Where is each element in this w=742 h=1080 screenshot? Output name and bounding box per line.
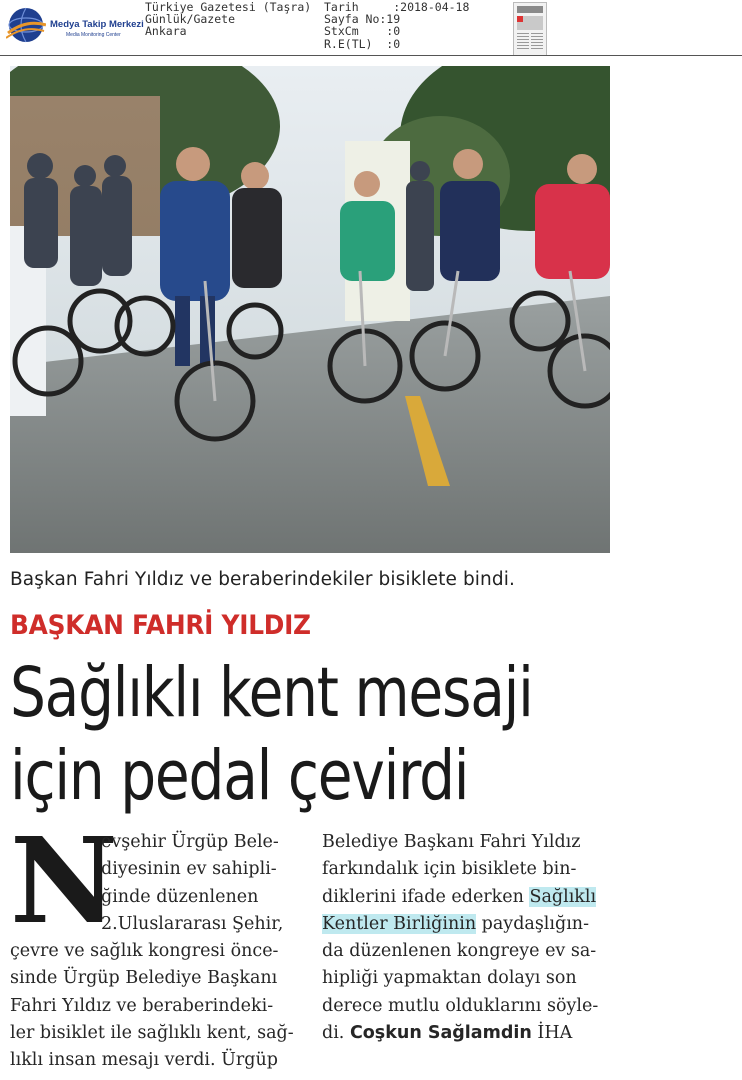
body-line: ler bisiklet ile sağlıklı kent, sağ- [10, 1023, 294, 1044]
body-line: 2.Uluslararası Şehir, [101, 913, 284, 934]
body-line [322, 911, 622, 938]
media-monitoring-logo [2, 3, 142, 47]
body-line: da düzenlenen kongreye ev sa- [322, 941, 597, 962]
clipping-meta [324, 1, 469, 50]
meta-stxcm: StxCm :0 [324, 24, 401, 39]
body-line: derece mutlu olduklarını söyle- [322, 995, 599, 1016]
article-body-right-column [322, 829, 622, 1047]
body-line: farkındalık için bisiklete bin- [322, 859, 577, 880]
photo-caption: Başkan Fahri Yıldız ve beraberindekiler bisiklete bindi. [10, 569, 515, 590]
article-headline [10, 652, 533, 818]
newspaper-thumbnail-icon[interactable] [513, 2, 547, 56]
headline-line-2: için pedal çevirdi [10, 736, 469, 816]
logo-subtitle: Media Monitoring Center [66, 32, 121, 38]
publication-type: Günlük/Gazete [145, 12, 236, 27]
cyclists-photo [10, 66, 610, 553]
body-line: sinde Ürgüp Belediye Başkanı [10, 968, 278, 989]
meta-re: R.E(TL) :0 [324, 36, 401, 51]
body-line [322, 884, 622, 911]
meta-date: Tarih :2018-04-18 [324, 0, 470, 14]
header-divider [0, 55, 742, 56]
body-line [322, 1020, 622, 1047]
body-line: ğinde düzenlenen [101, 886, 259, 907]
article-kicker: BAŞKAN FAHRİ YILDIZ [10, 610, 311, 641]
drop-cap: N [10, 811, 118, 950]
body-line: çevre ve sağlık kongresi önce- [10, 941, 279, 962]
body-line: hipliği yapmaktan dolayı son [322, 968, 577, 989]
logo-name: Medya Takip Merkezi [50, 19, 144, 30]
meta-page: Sayfa No:19 [324, 12, 401, 27]
body-text: diklerini ifade ederken [322, 886, 530, 907]
newspaper-name: Türkiye Gazetesi (Taşra) [145, 0, 312, 14]
body-text: di. [322, 1023, 350, 1044]
highlighted-text: Sağlıklı [529, 886, 597, 907]
author-byline: Coşkun Sağlamdin [349, 1023, 532, 1044]
highlighted-text: Kentler Birliğinin [322, 913, 477, 934]
body-line: lıklı insan mesajı verdi. Ürgüp [10, 1050, 278, 1071]
globe-icon [6, 5, 46, 45]
body-line: Fahri Yıldız ve beraberindeki- [10, 995, 274, 1016]
headline-line-1: Sağlıklı kent mesaji [10, 653, 533, 733]
article-body-left-column [10, 829, 300, 1075]
news-agency: İHA [531, 1023, 573, 1044]
body-line: evşehir Ürgüp Bele- [101, 832, 279, 852]
body-line: diyesinin ev sahipli- [101, 859, 277, 880]
body-line: Belediye Başkanı Fahri Yıldız [322, 832, 581, 852]
clipping-header [0, 0, 742, 56]
source-info [145, 1, 311, 38]
publication-city: Ankara [145, 24, 187, 39]
body-text: paydaşlığın- [476, 913, 589, 934]
